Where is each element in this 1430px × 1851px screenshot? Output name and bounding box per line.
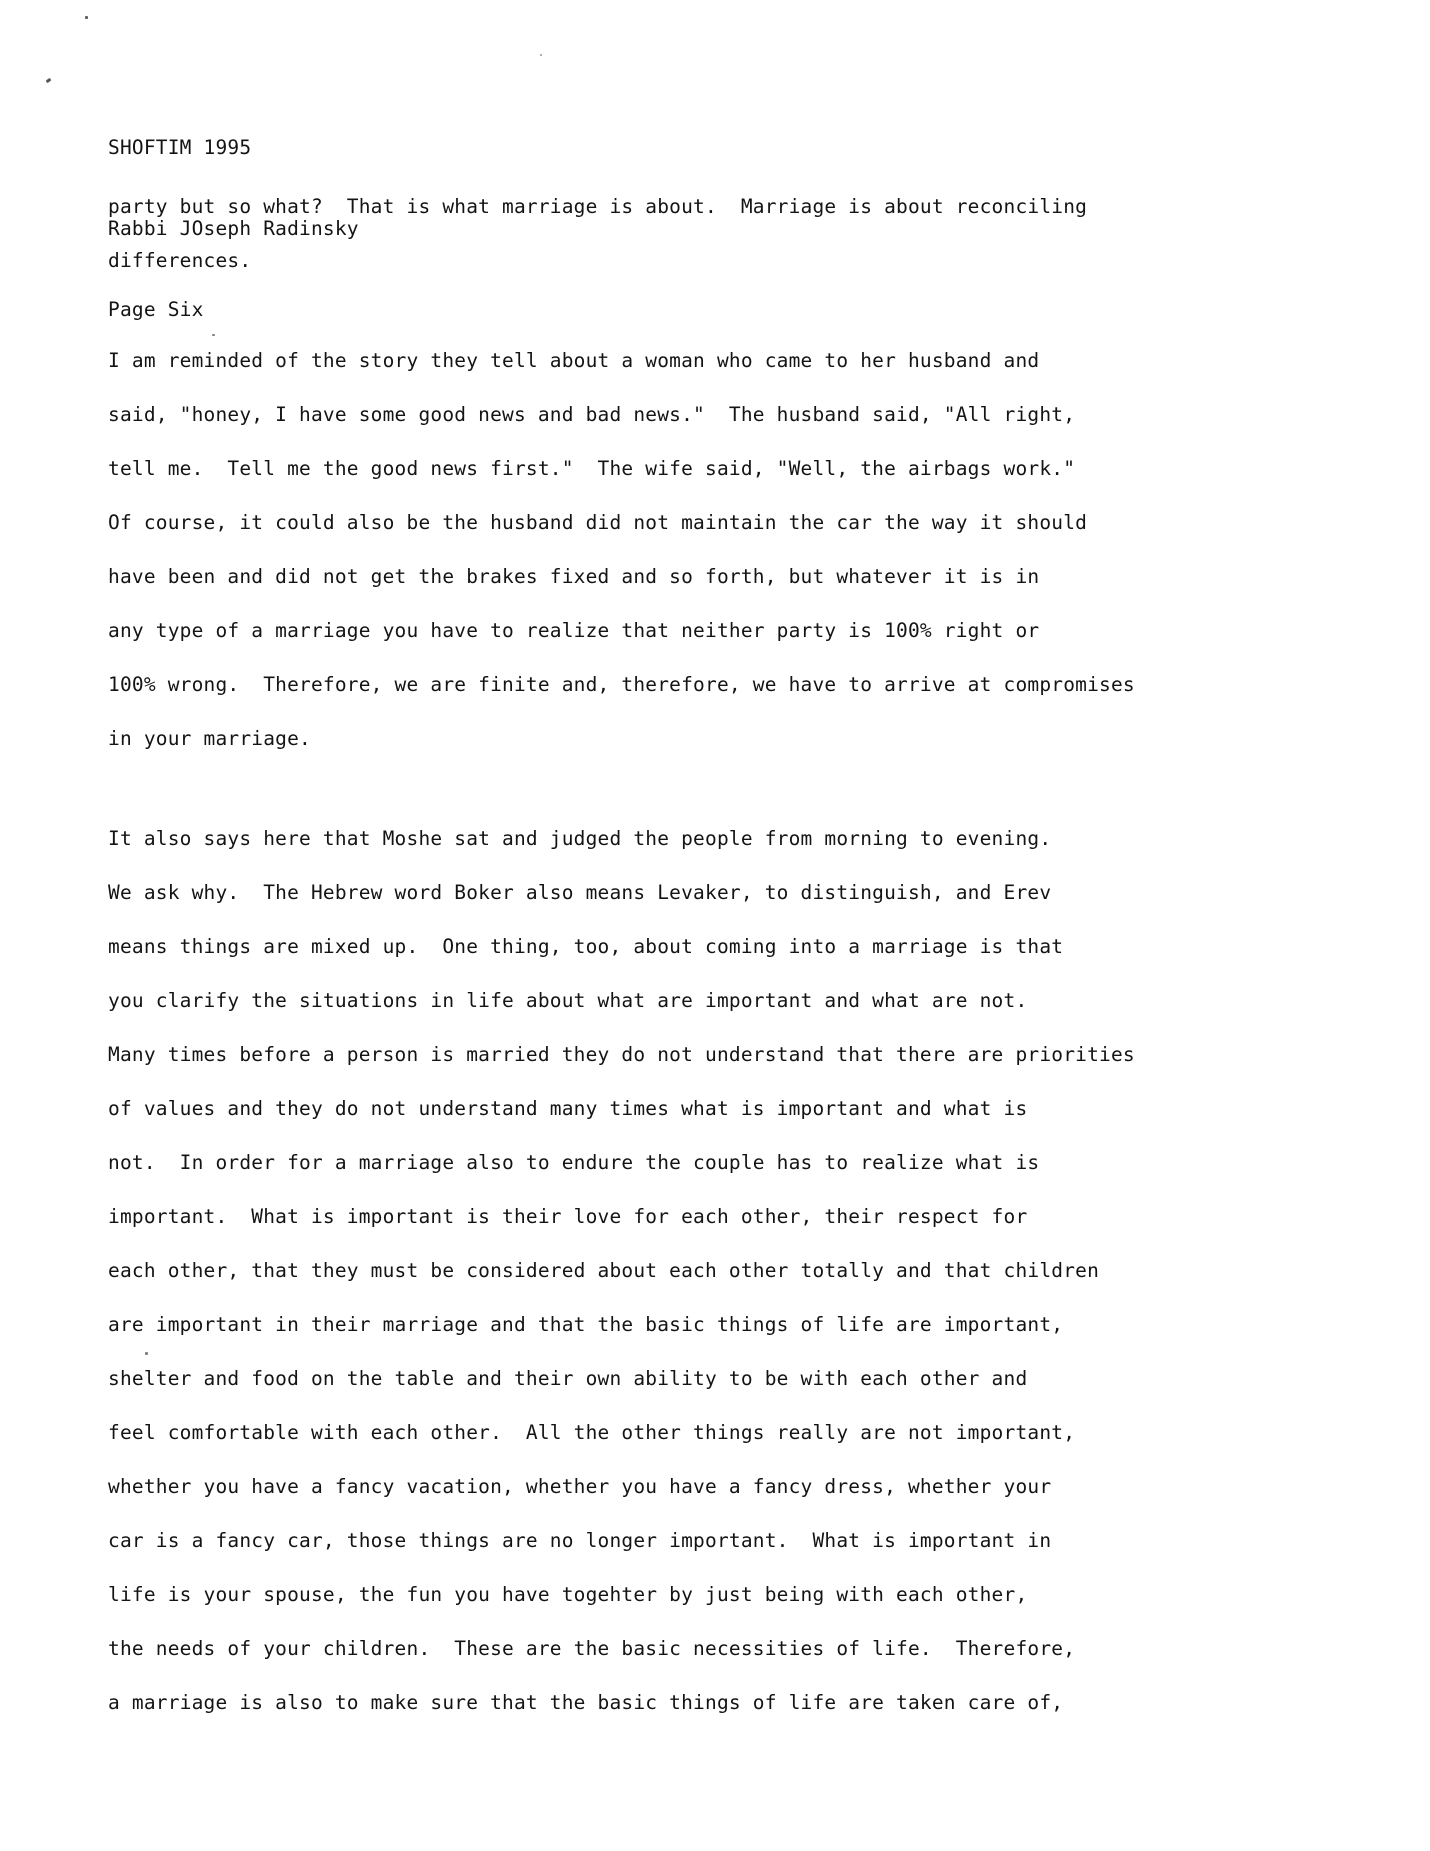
text-line: important. What is important is their love for each other, their respect for [108,1205,1028,1228]
text-line: any type of a marriage you have to realize that neither party is 100% right or [108,619,1040,642]
text-line: car is a fancy car, those things are no longer important. What is important in [108,1529,1052,1552]
paragraph [108,812,1135,1730]
paragraph [108,334,1135,766]
text-line: not. In order for a marriage also to endure the couple has to realize what is [108,1151,1040,1174]
text-line: I am reminded of the story they tell about a woman who came to her husband and [108,349,1040,372]
text-line: of values and they do not understand many times what is important and what is [108,1097,1028,1120]
text-line: tell me. Tell me the good news first." The wife said, "Well, the airbags work." [108,457,1076,480]
text-line: means things are mixed up. One thing, too, about coming into a marriage is that [108,935,1064,958]
document-body [108,180,1135,1776]
text-line: 100% wrong. Therefore, we are finite and, therefore, we have to arrive at compromises [108,673,1135,696]
text-line: shelter and food on the table and their own ability to be with each other and [108,1367,1028,1390]
text-line: Of course, it could also be the husband did not maintain the car the way it should [108,511,1088,534]
text-line: We ask why. The Hebrew word Boker also means Levaker, to distinguish, and Erev [108,881,1052,904]
text-line: in your marriage. [108,727,311,750]
scan-speck [540,54,542,56]
text-line: whether you have a fancy vacation, whether you have a fancy dress, whether your [108,1475,1052,1498]
text-line: It also says here that Moshe sat and judged the people from morning to evening. [108,827,1052,850]
scan-speck [85,16,88,19]
text-line: party but so what? That is what marriage is about. Marriage is about reconciling [108,195,1088,218]
paragraph [108,180,1135,288]
text-line: each other, that they must be considered about each other totally and that children [108,1259,1100,1282]
text-line: said, "honey, I have some good news and bad news." The husband said, "All right, [108,403,1076,426]
text-line: differences. [108,249,252,272]
text-line: a marriage is also to make sure that the basic things of life are taken care of, [108,1691,1064,1714]
doc-author: Rabbi JOseph Radinsky [108,217,359,240]
doc-title: SHOFTIM 1995 [108,136,252,159]
text-line: Many times before a person is married they do not understand that there are priorities [108,1043,1135,1066]
text-line: the needs of your children. These are the basic necessities of life. Therefore, [108,1637,1076,1660]
text-line: have been and did not get the brakes fixed and so forth, but whatever it is in [108,565,1040,588]
text-line: you clarify the situations in life about what are important and what are not. [108,989,1028,1012]
text-line: feel comfortable with each other. All the other things really are not important, [108,1421,1076,1444]
doc-page-label: Page Six [108,298,204,321]
text-line: life is your spouse, the fun you have togehter by just being with each other, [108,1583,1028,1606]
text-line: are important in their marriage and that the basic things of life are important, [108,1313,1064,1336]
scan-speck [46,78,52,83]
